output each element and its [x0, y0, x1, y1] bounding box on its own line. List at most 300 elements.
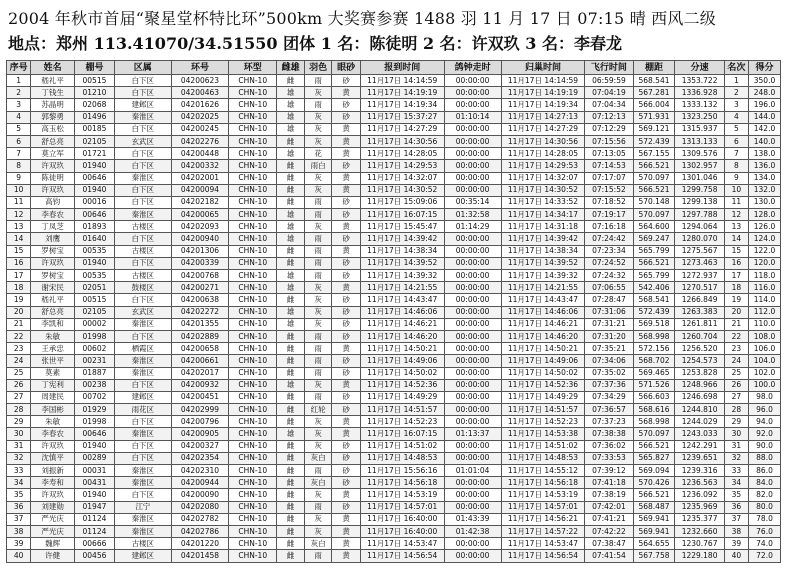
table-cell: 12: [724, 209, 748, 221]
table-cell: 灰: [304, 440, 331, 452]
table-cell: 雌: [277, 343, 304, 355]
table-cell: 11月17日 16:07:15: [360, 209, 444, 221]
table-cell: 39: [7, 538, 31, 550]
page-title: 2004 年秋市首届“聚星堂杯特比环”500km 大奖赛参赛 1488 羽 11 月 17 日 07:15 晴 西风二级: [8, 9, 716, 28]
table-cell: 00:00:00: [444, 404, 501, 416]
table-cell: 00535: [75, 270, 115, 282]
table-cell: 11月17日 14:32:07: [360, 172, 444, 184]
table-row: [7, 294, 781, 306]
table-cell: 07:41:54: [585, 550, 633, 562]
table-cell: 雄: [277, 87, 304, 99]
table-cell: 黄: [332, 135, 361, 147]
table-cell: 黄: [332, 379, 361, 391]
table-cell: 灰: [304, 135, 331, 147]
table-cell: 6: [7, 135, 31, 147]
table-cell: 砂: [332, 404, 361, 416]
table-cell: 雄: [277, 233, 304, 245]
table-cell: 00:00:00: [444, 123, 501, 135]
table-cell: 1239.316: [675, 465, 724, 477]
table-cell: 11月17日 14:31:18: [501, 221, 585, 233]
table-cell: 40: [7, 550, 31, 562]
table-cell: 07:15:56: [585, 135, 633, 147]
table-cell: 20: [724, 306, 748, 318]
table-cell: 04202182: [171, 196, 228, 208]
table-cell: 07:19:17: [585, 209, 633, 221]
table-cell: 07:17:07: [585, 172, 633, 184]
table-cell: 黄: [332, 428, 361, 440]
table-cell: 雌: [277, 538, 304, 550]
table-cell: 571.526: [633, 379, 675, 391]
table-cell: CHN-10: [229, 489, 277, 501]
column-header: 姓名: [31, 61, 75, 75]
table-cell: 118.0: [749, 270, 781, 282]
table-cell: 11月17日 14:52:23: [360, 416, 444, 428]
table-cell: 11月17日 14:53:47: [360, 538, 444, 550]
table-cell: CHN-10: [229, 501, 277, 513]
table-cell: 古楼区: [114, 538, 171, 550]
table-cell: 00:00:00: [444, 330, 501, 342]
table-cell: 10: [724, 184, 748, 196]
column-header: 羽色: [304, 61, 331, 75]
table-cell: 雨: [304, 245, 331, 257]
table-cell: 01893: [75, 221, 115, 233]
table-cell: 04200448: [171, 148, 228, 160]
table-cell: 11月17日 14:39:52: [360, 257, 444, 269]
table-cell: 04200245: [171, 123, 228, 135]
table-cell: 黄: [332, 245, 361, 257]
table-cell: 雄: [277, 428, 304, 440]
table-cell: 07:37:23: [585, 416, 633, 428]
table-cell: 雨: [304, 550, 331, 562]
table-cell: 雌: [277, 135, 304, 147]
table-cell: 00:00:00: [444, 87, 501, 99]
table-cell: 00:00:00: [444, 148, 501, 160]
table-cell: 1253.828: [675, 367, 724, 379]
table-cell: 玄武区: [114, 306, 171, 318]
table-cell: 秦淮区: [114, 525, 171, 537]
table-cell: 郭黎勇: [31, 111, 75, 123]
table-cell: 04202782: [171, 513, 228, 525]
table-cell: 07:28:47: [585, 294, 633, 306]
table-cell: 04202001: [171, 172, 228, 184]
table-cell: CHN-10: [229, 538, 277, 550]
table-cell: 569.518: [633, 318, 675, 330]
table-cell: 1323.250: [675, 111, 724, 123]
table-cell: 许双玖: [31, 160, 75, 172]
table-cell: 565.799: [633, 245, 675, 257]
table-cell: 雌: [277, 404, 304, 416]
table-cell: 196.0: [749, 99, 781, 111]
table-cell: 07:13:05: [585, 148, 633, 160]
table-cell: 嵇礼平: [31, 294, 75, 306]
table-cell: 秦淮区: [114, 318, 171, 330]
table-cell: 11: [724, 196, 748, 208]
table-body: [7, 75, 781, 563]
table-cell: 灰: [304, 513, 331, 525]
column-header: 环型: [229, 61, 277, 75]
table-cell: 朱敏: [31, 416, 75, 428]
table-cell: 秦淮区: [114, 355, 171, 367]
table-cell: 砂: [332, 233, 361, 245]
table-cell: 砂: [332, 306, 361, 318]
table-cell: 雨: [304, 367, 331, 379]
table-cell: 8: [724, 160, 748, 172]
table-cell: 1243.033: [675, 428, 724, 440]
table-cell: 11月17日 14:56:18: [501, 477, 585, 489]
table-cell: 砂: [332, 367, 361, 379]
table-cell: 灰: [304, 111, 331, 123]
table-cell: 00:00:00: [444, 135, 501, 147]
table-cell: 9: [7, 172, 31, 184]
table-cell: 严光庆: [31, 525, 75, 537]
column-header: 棚距: [633, 61, 675, 75]
table-cell: 39: [724, 538, 748, 550]
table-cell: 00515: [75, 75, 115, 87]
table-cell: 11月17日 14:30:56: [360, 135, 444, 147]
table-cell: CHN-10: [229, 465, 277, 477]
table-cell: 11月17日 14:51:57: [360, 404, 444, 416]
table-cell: 7: [7, 148, 31, 160]
table-cell: 11月17日 14:52:36: [360, 379, 444, 391]
table-cell: 07:38:38: [585, 428, 633, 440]
table-cell: 1: [7, 75, 31, 87]
table-cell: 古楼区: [114, 270, 171, 282]
table-cell: 00:00:00: [444, 99, 501, 111]
table-cell: 雨花区: [114, 404, 171, 416]
table-cell: 01947: [75, 501, 115, 513]
table-cell: 李凯和: [31, 318, 75, 330]
table-row: [7, 245, 781, 257]
table-cell: CHN-10: [229, 343, 277, 355]
table-cell: 04200090: [171, 489, 228, 501]
table-cell: 1299.138: [675, 196, 724, 208]
table-cell: 14: [7, 233, 31, 245]
table-cell: 01:10:14: [444, 111, 501, 123]
table-cell: 11月17日 14:49:29: [360, 391, 444, 403]
table-cell: 30: [7, 428, 31, 440]
table-cell: 建邺区: [114, 550, 171, 562]
table-row: [7, 513, 781, 525]
table-cell: 72.0: [749, 550, 781, 562]
table-cell: 04200638: [171, 294, 228, 306]
table-cell: 灰: [304, 123, 331, 135]
table-cell: 140.0: [749, 135, 781, 147]
table-cell: 00:00:00: [444, 391, 501, 403]
table-cell: 11月17日 14:52:23: [501, 416, 585, 428]
table-cell: 11月17日 14:56:54: [360, 550, 444, 562]
table-cell: 114.0: [749, 294, 781, 306]
table-cell: 04201626: [171, 99, 228, 111]
table-cell: 00:00:00: [444, 294, 501, 306]
table-cell: 砂: [332, 75, 361, 87]
table-cell: 11: [7, 196, 31, 208]
table-cell: CHN-10: [229, 306, 277, 318]
table-cell: 00:00:00: [444, 257, 501, 269]
table-cell: 建邺区: [114, 99, 171, 111]
table-cell: 白下区: [114, 330, 171, 342]
table-cell: CHN-10: [229, 148, 277, 160]
table-cell: 01721: [75, 148, 115, 160]
table-cell: 雌: [277, 550, 304, 562]
table-header-row: [7, 61, 781, 75]
table-cell: 102.0: [749, 367, 781, 379]
table-cell: 00702: [75, 391, 115, 403]
table-cell: 灰: [304, 428, 331, 440]
table-cell: 花: [304, 148, 331, 160]
table-cell: 6: [724, 135, 748, 147]
table-cell: 11月17日 14:27:13: [501, 111, 585, 123]
table-cell: 雌: [277, 391, 304, 403]
table-cell: 07:39:12: [585, 465, 633, 477]
table-cell: 4: [7, 111, 31, 123]
table-row: [7, 440, 781, 452]
table-cell: 27: [7, 391, 31, 403]
table-cell: 1242.291: [675, 440, 724, 452]
table-cell: 00:00:00: [444, 440, 501, 452]
table-cell: 112.0: [749, 306, 781, 318]
table-cell: 21: [724, 318, 748, 330]
table-cell: 雄: [277, 123, 304, 135]
table-cell: 1261.811: [675, 318, 724, 330]
column-header: 区属: [114, 61, 171, 75]
table-cell: 砂: [332, 330, 361, 342]
table-cell: 罗树宝: [31, 270, 75, 282]
table-cell: 1254.573: [675, 355, 724, 367]
table-cell: 02105: [75, 306, 115, 318]
table-cell: 灰: [304, 184, 331, 196]
table-cell: 565.799: [633, 270, 675, 282]
table-cell: 04200940: [171, 233, 228, 245]
table-cell: 142.0: [749, 123, 781, 135]
table-row: [7, 184, 781, 196]
table-cell: 07:38:47: [585, 538, 633, 550]
table-cell: 04200339: [171, 257, 228, 269]
table-cell: 04201355: [171, 318, 228, 330]
table-cell: 11月17日 14:28:05: [360, 148, 444, 160]
table-cell: 李春农: [31, 428, 75, 440]
table-cell: 106.0: [749, 343, 781, 355]
table-cell: 569.465: [633, 367, 675, 379]
table-cell: 严光庆: [31, 513, 75, 525]
table-cell: 白下区: [114, 416, 171, 428]
table-cell: 122.0: [749, 245, 781, 257]
table-cell: 黄: [332, 87, 361, 99]
column-header: 报到时间: [360, 61, 444, 75]
table-cell: CHN-10: [229, 294, 277, 306]
table-cell: 11月17日 14:48:53: [501, 452, 585, 464]
table-cell: 1256.520: [675, 343, 724, 355]
table-cell: 11月17日 14:53:47: [501, 538, 585, 550]
table-cell: 567.155: [633, 148, 675, 160]
table-cell: 1275.567: [675, 245, 724, 257]
table-cell: 砂: [332, 452, 361, 464]
table-cell: 566.521: [633, 440, 675, 452]
table-cell: 1248.966: [675, 379, 724, 391]
results-table-container: [6, 60, 781, 566]
table-cell: 11月17日 15:56:16: [360, 465, 444, 477]
table-cell: 白下区: [114, 233, 171, 245]
table-cell: 雨: [304, 99, 331, 111]
table-cell: 鼓楼区: [114, 282, 171, 294]
table-cell: 28: [7, 404, 31, 416]
table-cell: 舒总亮: [31, 135, 75, 147]
table-cell: 00:00:00: [444, 452, 501, 464]
table-cell: 130.0: [749, 196, 781, 208]
table-cell: 00:00:00: [444, 416, 501, 428]
table-cell: 04200451: [171, 391, 228, 403]
table-cell: 04200623: [171, 75, 228, 87]
table-cell: 雨: [304, 75, 331, 87]
table-cell: 11月17日 14:50:21: [360, 343, 444, 355]
table-cell: 00231: [75, 355, 115, 367]
table-cell: 07:36:02: [585, 440, 633, 452]
table-row: [7, 209, 781, 221]
table-cell: 11月17日 16:40:00: [360, 513, 444, 525]
table-cell: 00456: [75, 550, 115, 562]
table-cell: 2: [7, 87, 31, 99]
table-cell: 砂: [332, 391, 361, 403]
table-cell: 白下区: [114, 452, 171, 464]
table-cell: 雨: [304, 501, 331, 513]
table-cell: 砂: [332, 318, 361, 330]
table-cell: 雨: [304, 209, 331, 221]
table-cell: 雄: [277, 111, 304, 123]
table-cell: 雌: [277, 257, 304, 269]
table-cell: 24: [7, 355, 31, 367]
table-cell: 雌: [277, 440, 304, 452]
table-cell: 高玉松: [31, 123, 75, 135]
table-cell: 04202786: [171, 525, 228, 537]
table-cell: 04202889: [171, 330, 228, 342]
table-cell: CHN-10: [229, 221, 277, 233]
table-cell: 11月17日 14:56:21: [501, 513, 585, 525]
table-cell: 雨: [304, 330, 331, 342]
table-cell: 00:00:00: [444, 245, 501, 257]
table-cell: 01496: [75, 111, 115, 123]
table-cell: 雌: [277, 367, 304, 379]
table-cell: 00016: [75, 196, 115, 208]
table-cell: CHN-10: [229, 404, 277, 416]
table-row: [7, 318, 781, 330]
table-cell: 栖霞区: [114, 343, 171, 355]
table-cell: 88.0: [749, 452, 781, 464]
table-cell: 白下区: [114, 379, 171, 391]
table-cell: 白下区: [114, 489, 171, 501]
table-cell: 570.097: [633, 172, 675, 184]
table-cell: 11月17日 15:45:47: [360, 221, 444, 233]
table-cell: 567.758: [633, 550, 675, 562]
table-cell: 刘建勋: [31, 501, 75, 513]
table-cell: 雄: [277, 99, 304, 111]
table-cell: 04200944: [171, 477, 228, 489]
table-cell: 132.0: [749, 184, 781, 196]
table-cell: 30: [724, 428, 748, 440]
table-cell: 00:00:00: [444, 489, 501, 501]
table-cell: 07:14:53: [585, 160, 633, 172]
table-cell: 砂: [332, 99, 361, 111]
table-cell: 刘鹰: [31, 233, 75, 245]
table-cell: 11月17日 14:43:47: [501, 294, 585, 306]
table-cell: 灰白: [304, 452, 331, 464]
table-cell: 00:00:00: [444, 306, 501, 318]
table-cell: 灰白: [304, 477, 331, 489]
table-cell: 雨: [304, 355, 331, 367]
table-cell: 1230.767: [675, 538, 724, 550]
table-cell: 00:00:00: [444, 477, 501, 489]
table-row: [7, 501, 781, 513]
table-cell: 11月17日 14:27:29: [501, 123, 585, 135]
table-cell: 10: [7, 184, 31, 196]
table-row: [7, 355, 781, 367]
table-cell: 34: [7, 477, 31, 489]
table-cell: CHN-10: [229, 416, 277, 428]
table-cell: 76.0: [749, 525, 781, 537]
table-cell: 11月17日 14:57:22: [501, 525, 585, 537]
table-cell: 542.406: [633, 282, 675, 294]
table-cell: 9: [724, 172, 748, 184]
table-cell: 04200094: [171, 184, 228, 196]
table-cell: 01124: [75, 513, 115, 525]
table-cell: 砂: [332, 440, 361, 452]
table-cell: 1263.383: [675, 306, 724, 318]
table-cell: 1246.698: [675, 391, 724, 403]
table-cell: 雌: [277, 513, 304, 525]
table-cell: 魏辉: [31, 538, 75, 550]
column-header: 环号: [171, 61, 228, 75]
table-cell: 秦淮区: [114, 111, 171, 123]
table-cell: 19: [7, 294, 31, 306]
column-header: 雌雄: [277, 61, 304, 75]
table-cell: 雌: [277, 452, 304, 464]
table-cell: 灰: [304, 172, 331, 184]
table-cell: 1266.849: [675, 294, 724, 306]
table-cell: 07:04:34: [585, 99, 633, 111]
column-header: 归巢时间: [501, 61, 585, 75]
table-cell: 04202272: [171, 306, 228, 318]
table-cell: 李寿和: [31, 477, 75, 489]
table-cell: 04200768: [171, 270, 228, 282]
table-cell: 00535: [75, 245, 115, 257]
table-cell: 120.0: [749, 257, 781, 269]
table-cell: 136.0: [749, 160, 781, 172]
table-cell: 00:00:00: [444, 355, 501, 367]
table-cell: 江宁: [114, 501, 171, 513]
table-cell: 566.521: [633, 184, 675, 196]
table-cell: 灰白: [304, 538, 331, 550]
table-cell: 31: [724, 440, 748, 452]
table-cell: 秦淮区: [114, 172, 171, 184]
table-row: [7, 379, 781, 391]
table-cell: 雌: [277, 172, 304, 184]
table-cell: 古楼区: [114, 245, 171, 257]
table-cell: 秦淮区: [114, 513, 171, 525]
table-cell: 周建民: [31, 391, 75, 403]
table-cell: CHN-10: [229, 257, 277, 269]
table-cell: 07:34:29: [585, 391, 633, 403]
table-cell: 1301.046: [675, 172, 724, 184]
table-cell: 白下区: [114, 184, 171, 196]
table-cell: 砂: [332, 477, 361, 489]
table-row: [7, 233, 781, 245]
table-cell: 11月17日 14:19:34: [360, 99, 444, 111]
table-cell: 108.0: [749, 330, 781, 342]
table-cell: CHN-10: [229, 123, 277, 135]
table-cell: 建邺区: [114, 391, 171, 403]
table-cell: 丁宪利: [31, 379, 75, 391]
table-cell: 29: [7, 416, 31, 428]
table-cell: 570.148: [633, 196, 675, 208]
table-cell: 17: [724, 270, 748, 282]
